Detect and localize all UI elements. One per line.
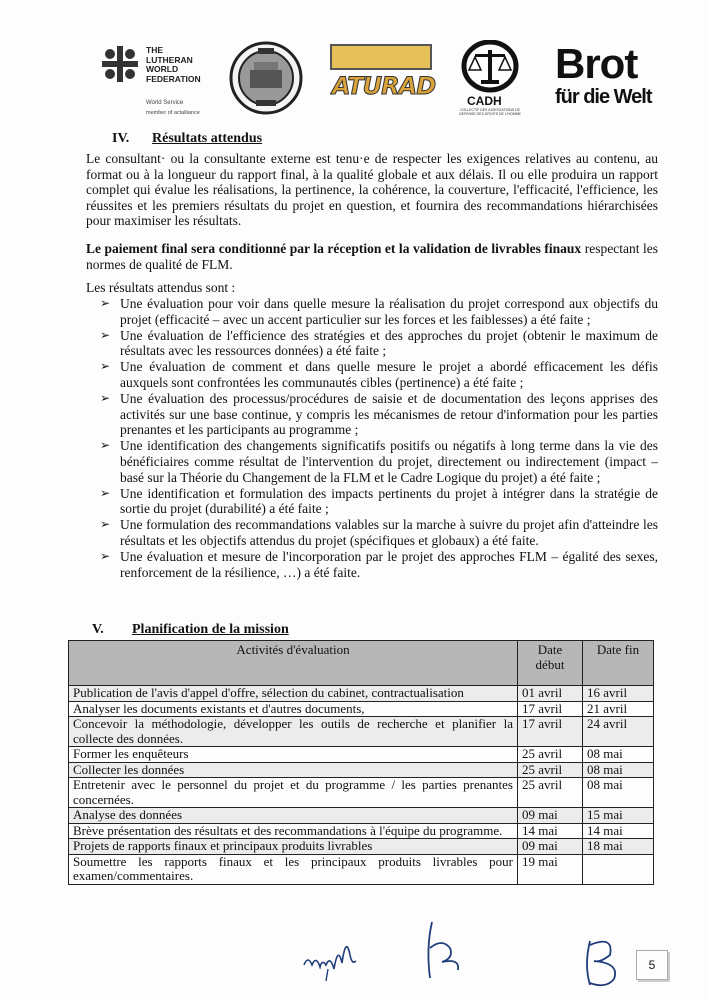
activity-cell: Brève présentation des résultats et des recommandations à l'équipe du programme. <box>69 823 518 839</box>
handwritten-initials-1 <box>300 925 360 985</box>
lwf-member-note: member of actalliance <box>146 110 200 116</box>
start-date-cell: 09 mai <box>518 839 583 855</box>
start-date-cell: 01 avril <box>518 686 583 702</box>
section-4-title: Résultats attendus <box>152 131 263 146</box>
activity-cell: Analyse des données <box>69 808 518 824</box>
activity-cell: Publication de l'avis d'appel d'offre, sélection du cabinet, contractualisation <box>69 686 518 702</box>
brot-wordmark: Brot <box>555 40 638 87</box>
activity-cell: Former les enquêteurs <box>69 747 518 763</box>
table-row <box>69 854 654 884</box>
mission-schedule-table <box>68 640 654 885</box>
start-date-cell: 25 avril <box>518 762 583 778</box>
payment-condition <box>86 241 658 272</box>
list-item: ➢ Une identification et formulation des impacts pertinents du projet à intégrer dans la stratégie de sortie du projet (durabilité) a été faite ; <box>100 485 658 517</box>
partner-logos <box>100 38 660 128</box>
table-row <box>69 762 654 778</box>
table-row <box>69 701 654 717</box>
table-row <box>69 778 654 808</box>
end-date-cell: 14 mai <box>583 823 654 839</box>
arrow-bullet-icon: ➢ <box>100 327 111 342</box>
end-date-cell: 21 avril <box>583 701 654 717</box>
arrow-bullet-icon: ➢ <box>100 517 111 532</box>
activity-cell: Soumettre les rapports finaux et les principaux produits livrables pour examen/commentaires. <box>69 854 518 884</box>
table-row <box>69 823 654 839</box>
activity-cell: Analyser les documents existants et d'autres documents, <box>69 701 518 717</box>
list-item: ➢ Une formulation des recommandations valables sur la marche à suivre du projet afin d'atteindre les résultats et les objectifs attendus du projet (spécifiques et globaux) a été faite. <box>100 517 658 548</box>
end-date-cell <box>583 854 654 884</box>
lwf-logo <box>100 42 230 116</box>
end-date-cell: 08 mai <box>583 747 654 763</box>
start-date-cell: 17 avril <box>518 717 583 747</box>
activity-cell: Entretenir avec le personnel du projet et du programme / les parties prenantes concernées. <box>69 778 518 808</box>
arrow-bullet-icon: ➢ <box>100 485 111 500</box>
end-date-cell: 18 mai <box>583 839 654 855</box>
table-row <box>69 717 654 747</box>
payment-condition-bold: Le paiement final sera conditionné par la réception et la validation de livrables finaux <box>86 241 582 256</box>
section-4-number: IV. <box>112 131 130 146</box>
end-date-cell: 15 mai <box>583 808 654 824</box>
header-end-date: Date fin <box>583 641 654 686</box>
start-date-cell: 19 mai <box>518 854 583 884</box>
brot-fuer-die-welt-logo <box>555 42 655 122</box>
start-date-cell: 09 mai <box>518 808 583 824</box>
section-5-number: V. <box>92 622 104 637</box>
handwritten-initials-2 <box>420 918 470 988</box>
table-row <box>69 686 654 702</box>
results-list-intro: Les résultats attendus sont : <box>86 280 236 295</box>
end-date-cell: 24 avril <box>583 717 654 747</box>
activity-cell: Projets de rapports finaux et principaux produits livrables <box>69 839 518 855</box>
cadh-wordmark: CADH <box>467 94 502 108</box>
arrow-bullet-icon: ➢ <box>100 438 111 453</box>
list-item: ➢ Une évaluation de l'efficience des stratégies et des approches du projet (obtenir le maximum de résultats avec les ressources données) a été faite ; <box>100 327 658 359</box>
aturad-logo <box>330 44 436 116</box>
page-number: 5 <box>636 950 668 980</box>
start-date-cell: 14 mai <box>518 823 583 839</box>
header-activity: Activités d'évaluation <box>69 641 518 686</box>
list-item: ➢ Une identification des changements significatifs positifs ou négatifs à long terme dans la vie des bénéficiaires comme résultat de l'intervention du projet, directement ou indirectement (impact – basé sur la Théorie du Changement de la FLM et le Cadre Logique du projet) a été faite ; <box>100 438 658 485</box>
arrow-bullet-icon: ➢ <box>100 391 111 406</box>
section-4-intro: Le consultant· ou la consultante externe est tenu·e de respecter les exigences relatives au contenu, au format ou à la longueur du rapport final, à la qualité globale et aux délais. Il ou elle produira un rapport complet qui évalue les réalisations, la pertinence, la cohérence, la couverture, l'efficacité, l'efficience, les réussites et les premiers résultats du projet en question, et fournira des recommandations hiérarchisées pour maximiser les résultats. <box>86 151 658 229</box>
section-4-heading <box>112 131 262 147</box>
end-date-cell: 16 avril <box>583 686 654 702</box>
arrow-bullet-icon: ➢ <box>100 359 111 374</box>
lwf-subtitle: World Service <box>146 100 184 106</box>
aturad-wordmark: ATURAD <box>332 72 436 100</box>
lwf-emblem-icon <box>100 44 140 84</box>
lwf-name: THE LUTHERAN WORLD FEDERATION <box>146 45 201 84</box>
list-item: ➢ Une évaluation de comment et dans quelle mesure le projet a abordé efficacement les défis auxquels sont confrontées les communautés cibles (pertinence) a été faite ; <box>100 359 658 390</box>
arrow-bullet-icon: ➢ <box>100 549 111 563</box>
table-row <box>69 747 654 763</box>
partner-seal-logo <box>228 40 304 116</box>
table-row <box>69 839 654 855</box>
start-date-cell: 25 avril <box>518 778 583 808</box>
cadh-logo <box>455 40 525 120</box>
section-5-title: Planification de la mission <box>132 622 289 637</box>
start-date-cell: 17 avril <box>518 701 583 717</box>
end-date-cell: 08 mai <box>583 778 654 808</box>
payment-condition-rest: respectant les normes de qualité de FLM. <box>86 241 658 272</box>
start-date-cell: 25 avril <box>518 747 583 763</box>
cadh-subtitle: COLLECTIF DES ASSOCIATIONS DE DEFENSE DES DROITS DE L'HOMME <box>459 108 521 116</box>
brot-tagline: für die Welt <box>555 86 652 108</box>
activity-cell: Concevoir la méthodologie, développer les outils de recherche et planifier la collecte des données. <box>69 717 518 747</box>
table-header-row <box>69 641 654 686</box>
seal-icon <box>228 40 304 116</box>
scales-of-justice-icon <box>455 40 525 94</box>
aturad-banner <box>330 44 432 70</box>
end-date-cell: 08 mai <box>583 762 654 778</box>
activity-cell: Collecter les données <box>69 762 518 778</box>
list-item: ➢ Une évaluation pour voir dans quelle mesure la réalisation du projet correspond aux objectifs du projet (efficacité – avec un accent particulier sur les forces et les faiblesses) a été faite ; <box>100 296 658 327</box>
handwritten-initials-3 <box>580 935 630 990</box>
list-item: ➢ Une évaluation des processus/procédures de saisie et de documentation des leçons apprises des activités sur une base continue, y compris les mécanismes de retour d'information pour les parties prenantes et les participants au programme ; <box>100 391 658 438</box>
list-item: ➢ Une évaluation et mesure de l'incorporation par le projet des approches FLM – égalité des sexes, renforcement de la résilience, …) a été faite. <box>100 549 658 580</box>
header-start-date: Date début <box>518 641 583 686</box>
section-5-heading <box>92 622 289 638</box>
arrow-bullet-icon: ➢ <box>100 296 111 310</box>
expected-results-list <box>86 296 658 581</box>
table-row <box>69 808 654 824</box>
